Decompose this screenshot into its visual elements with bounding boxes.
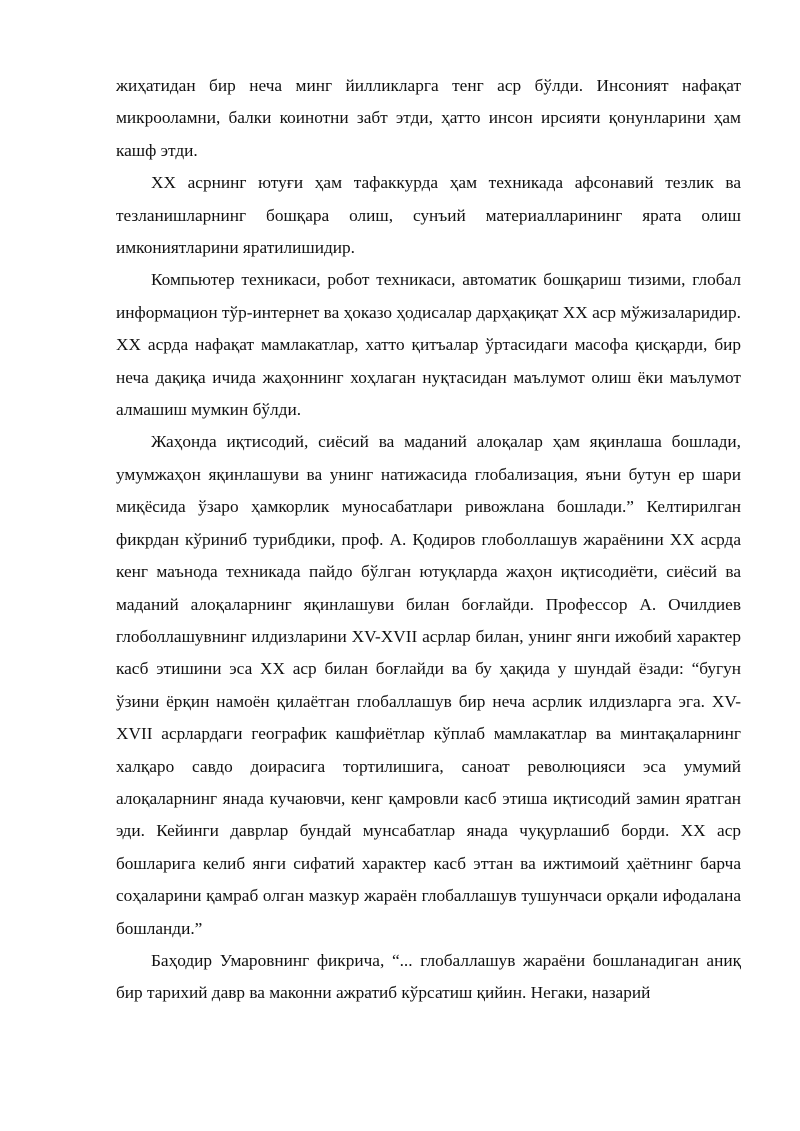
paragraph-computer-technology: Компьютер техникаси, робот техникаси, автоматик бошқариш тизими, глобал информацион тўр-интернет ва ҳоказо ҳодисалар дарҳақиқат XX аср мўжизаларидир. XX асрда нафақат мамлакатлар, хатто қитъалар ўртасидаги масофа қисқарди, бир неча дақиқа ичида жаҳоннинг хоҳлаган нуқтасидан маълумот олиш ёки маълумот алмашиш мумкин бўлди. — [116, 270, 741, 420]
paragraph-umarov-opinion: Баҳодир Умаровнинг фикрича, “... глобаллашув жараёни бошланадиган аниқ бир тарихий давр ва маконни ажратиб кўрсатиш қийин. Негаки, назарий — [116, 950, 741, 1003]
document-page — [116, 70, 741, 1010]
paragraph-xx-century-achievements: XX асрнинг ютуғи ҳам тафаккурда ҳам техникада афсонавий тезлик ва тезланишларнинг бошқара олиш, сунъий материалларининг ярата олиш имкониятларини яратилишидир. — [116, 173, 741, 258]
paragraph-globalization-history: Жаҳонда иқтисодий, сиёсий ва маданий алоқалар ҳам яқинлаша бошлади, умумжаҳон яқинлашуви ва унинг натижасида глобализация, яъни бутун ер шари миқёсида ўзаро ҳамкорлик муносабатлари ривожлана бошлади.” Келтирилган фикрдан кўриниб турибдики, проф. А. Қодиров глоболлашув жараёнини XX асрда кенг маънода техникада пайдо бўлган ютуқларда жаҳон иқтисодиёти, сиёсий ва маданий алоқаларнинг яқинлашуви билан боғлайди. Профессор А. Очилдиев глоболлашувнинг илдизларини XV-XVII асрлар билан, унинг янги ижобий характер касб этишини эса XX аср билан боғлайди ва бу ҳақида у шундай ёзади: “бугун ўзини ёрқин намоён қилаётган глобаллашув бир неча асрлик илдизларга эга. XV-XVII асрлардаги географик кашфиётлар кўплаб мамлакатлар ва минтақаларнинг халқаро савдо доирасига тортилишига, саноат революцияси эса умумий алоқаларнинг янада кучаювчи, кенг қамровли касб этиша иқтисодий замин яратган эди. Кейинги даврлар бундай мунсабатлар янада чуқурлашиб борди. XX аср бошларига келиб янги сифатий характер касб эттан ва ижтимоий ҳаётнинг барча соҳаларини қамраб олган мазкур жараён глобаллашув тушунчаси орқали ифодалана бошланди.” — [116, 432, 741, 938]
paragraph-continuation: жиҳатидан бир неча минг йилликларга тенг аср бўлди. Инсоният нафақат микрооламни, балки коинотни забт этди, ҳатто инсон ирсияти қонунларини ҳам кашф этди. — [116, 76, 741, 160]
